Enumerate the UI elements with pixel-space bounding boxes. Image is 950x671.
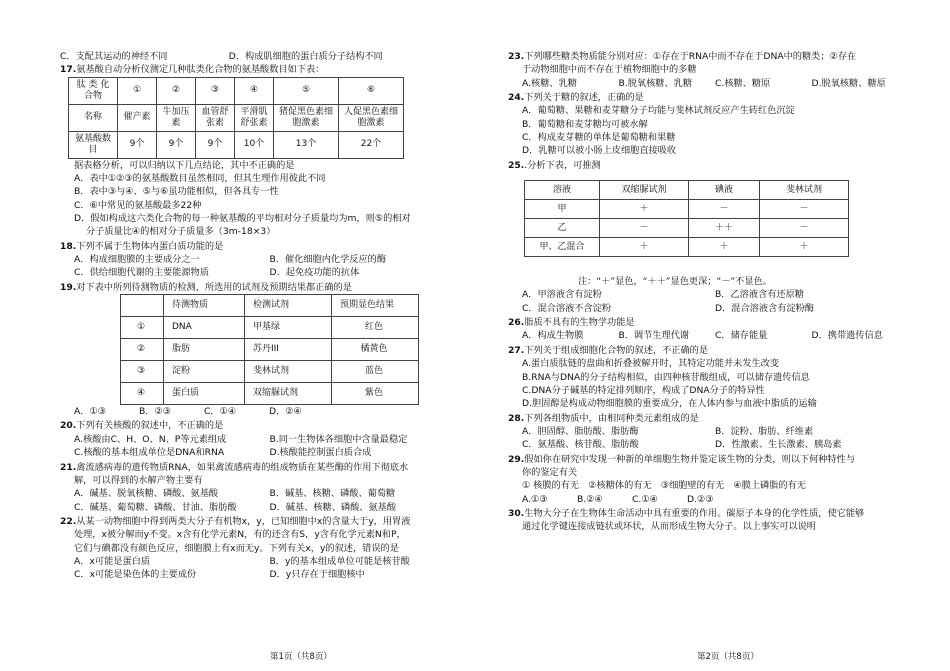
table-cell: 甲、乙混合 (525, 238, 600, 257)
table-cell: ④ (121, 383, 164, 405)
question-number: 21. (60, 461, 77, 473)
table-cell: 预期显色结果 (332, 295, 419, 317)
table-cell: 双缩脲试剂 (245, 383, 332, 405)
table-row (121, 383, 419, 405)
option-d: D.脱氧核糖、糖原 (811, 77, 886, 89)
table-cell: DNA (164, 317, 245, 339)
option-d: D.②③ (687, 493, 714, 505)
option-b: B.同一生物体各细胞中含量最稳定 (269, 433, 408, 445)
option-d: D．假如构成这六类化合物的每一种氨基酸的平均相对分子质量均为m，则⑤的相对 (74, 213, 411, 225)
table-cell: 乙 (525, 219, 600, 238)
question-number: 20. (60, 420, 77, 432)
option-d: D．碱基、核糖、磷酸、氨基酸 (269, 501, 397, 513)
table-cell: 平滑肌舒张素 (235, 104, 274, 131)
page-footer-right: 第2页（共8页） (697, 652, 759, 662)
table-row (525, 219, 849, 238)
q16-options-cd (60, 50, 465, 63)
option-a: A.①③ (522, 493, 548, 505)
table-cell: 猪促黑色素细胞激素 (274, 104, 339, 131)
table-cell: 斐林试剂 (245, 361, 332, 383)
question-stem: 对下表中所列待测物质的检测，所选用的试剂及预期结果都正确的是 (76, 281, 352, 293)
question-stem: 从某一动物细胞中得到两类大分子有机物x，y，已知细胞中x的含量大于y，用胃液 (76, 515, 411, 527)
question-number: 28. (508, 412, 525, 424)
table-cell: ＋ (760, 238, 849, 257)
option-b: B.②④ (577, 493, 603, 505)
peptide-table (68, 77, 404, 159)
option-c: C．x可能是染色体的主要成份 (74, 569, 197, 581)
option-a: A．表中①②③的氨基酸数目虽然相同，但其生理作用彼此不同 (74, 173, 326, 185)
table-cell: 苏丹III (245, 339, 332, 361)
question-stem: 下列不属于生物体内蛋白质功能的是 (76, 240, 224, 252)
question-number: 25. (508, 159, 525, 171)
option-b: B．淀粉、脂肪、纤维素 (715, 425, 814, 437)
table-cell: 血管舒张素 (196, 104, 235, 131)
option-c: C.核糖、糖原 (715, 77, 771, 89)
question-stem-cont: 解，可以得到的水解产物主要有 (74, 474, 203, 486)
table-cell: ＋ (689, 238, 760, 257)
table-cell: 10个 (235, 131, 274, 158)
question-number: 26. (508, 317, 525, 329)
question-stem: 脂质不具有的生物学功能是 (524, 317, 635, 329)
question-number: 17. (60, 64, 77, 76)
option-a: A．甲溶液含有淀粉 (522, 289, 602, 301)
question-stem: 氨基酸自动分析仪测定几种肽类化合物的氨基酸数目如下表： (76, 64, 325, 76)
table-cell (121, 295, 164, 317)
option-a: A.蛋白质肽链的盘曲和折叠被解开时，其特定功能并未发生改变 (522, 358, 780, 370)
table-cell: 氨基酸数目 (69, 131, 118, 158)
table-row (525, 200, 849, 219)
option-b: B．催化细胞内化学反应的酶 (269, 254, 387, 266)
table-cell: 甲 (525, 200, 600, 219)
table-cell: 催产素 (118, 104, 157, 131)
table-cell: 9个 (157, 131, 196, 158)
question-stem: 下列有关核酸的叙述中，不正确的是 (76, 420, 224, 432)
table-cell: ＋＋ (689, 219, 760, 238)
table-cell: 肽 类 化 合物 (69, 77, 118, 104)
page-footer-left: 第1页（共8页） (270, 652, 332, 662)
question-stem: 生物大分子在生物体生命活动中具有重要的作用。碳原子本身的化学性质，使它能够 (524, 507, 865, 519)
option-d: D.核酸能控制蛋白质合成 (269, 447, 372, 459)
question-stem-cont: 你的鉴定有关 (522, 466, 578, 478)
table-cell: 13个 (274, 131, 339, 158)
table-row (121, 317, 419, 339)
option-a: A．①③ (74, 406, 106, 418)
table-cell: ③ (196, 77, 235, 104)
question-number: 27. (508, 344, 525, 356)
option-d: D．性激素、生长激素、胰岛素 (715, 439, 842, 451)
question-22 (60, 515, 465, 582)
table-cell: 斐林试剂 (760, 181, 849, 200)
table-cell: ① (118, 77, 157, 104)
question-stem-cont: 通过化学键连接成链状或环状，从而形成生物大分子。以上事实可以说明 (522, 521, 816, 533)
table-cell: ⑤ (274, 77, 339, 104)
question-17 (60, 63, 465, 238)
question-number: 19. (60, 281, 77, 293)
question-30 (508, 507, 908, 534)
table-cell: 淀粉 (164, 361, 245, 383)
question-21 (60, 461, 465, 514)
option-b: B.RNA与DNA的分子结构相似，由四种核苷酸组成，可以储存遗传信息 (522, 371, 810, 383)
option-a: A．构成细胞膜的主要成分之一 (74, 254, 200, 266)
option-d: D.胆固醇是构成动物细胞膜的重要成分，在人体内参与血液中脂质的运输 (522, 398, 817, 410)
table-cell: 碘液 (689, 181, 760, 200)
question-stem-cont: 它们与碘都没有颜色反应，细胞膜上有x而无y。下列有关x，y的叙述，错误的是 (74, 542, 399, 554)
option-a: A．葡萄糖、果糖和麦芽糖分子均能与斐林试剂反应产生砖红色沉淀 (522, 105, 795, 117)
question-stem: 假如你在研究中发现一种新的单细胞生物并鉴定该生物的分类，则以下何种特性与 (524, 453, 856, 465)
table-cell: 检测试剂 (245, 295, 332, 317)
table-cell: ② (121, 339, 164, 361)
option-c: C．碱基、葡萄糖、磷酸、甘油、脂肪酸 (74, 501, 237, 513)
question-26 (508, 316, 908, 343)
table-row (69, 104, 404, 131)
table-row (525, 238, 849, 257)
table-cell: ＋ (600, 238, 689, 257)
table-cell: － (760, 200, 849, 219)
question-27 (508, 344, 908, 411)
option-b: B．调节生理代谢 (618, 330, 690, 342)
table-note: 注：“＋”显色，“＋＋”显色更深；“－”不显色。 (578, 276, 772, 288)
option-d: D．携带遗传信息 (811, 330, 883, 342)
question-23 (508, 50, 908, 90)
table-cell: 牛加压素 (157, 104, 196, 131)
question-stem-cont: 处理，x被分解而y不变。x含有化学元素N，有的还含有S，y含有化学元素N和P， (74, 529, 406, 541)
table-row (121, 295, 419, 317)
table-cell: 双缩脲试剂 (600, 181, 689, 200)
question-24 (508, 91, 908, 158)
option-d: D．起免疫功能的抗体 (269, 267, 360, 279)
question-number: 18. (60, 240, 77, 252)
question-number: 23. (508, 51, 525, 62)
option-c: C．⑥中常见的氨基酸最多22种 (74, 199, 202, 211)
table-row (121, 339, 419, 361)
table-cell: 橘黄色 (332, 339, 419, 361)
question-lead: 据表格分析，可以归纳以下几点结论，其中不正确的是 (74, 159, 295, 171)
option-a: A．构成生物膜 (522, 330, 584, 342)
table-cell: 22个 (339, 131, 404, 158)
option-a: A．碱基、脱氧核糖、磷酸、氨基酸 (74, 488, 219, 500)
table-cell: ③ (121, 361, 164, 383)
option-a: A．x可能是蛋白质 (74, 555, 151, 567)
table-cell: 甲基绿 (245, 317, 332, 339)
table-cell: ＋ (600, 200, 689, 219)
table-cell: 待测物质 (164, 295, 245, 317)
question-29 (508, 453, 908, 506)
table-cell: ④ (235, 77, 274, 104)
table-cell: 蓝色 (332, 361, 419, 383)
table-cell: 红色 (332, 317, 419, 339)
question-25 (508, 159, 908, 315)
table-cell: 溶液 (525, 181, 600, 200)
option-b: B．y的基本组成单位可能是核苷酸 (269, 555, 410, 567)
table-cell: ⑥ (339, 77, 404, 104)
question-stem: 下列关于组成细胞化合物的叙述，不正确的是 (524, 344, 709, 356)
question-number: 24. (508, 92, 525, 104)
question-stem: .分析下表，可推测 (524, 159, 601, 171)
question-20 (60, 419, 465, 459)
table-cell: ① (121, 317, 164, 339)
option-b: B．表中③与④、⑤与⑥虽功能相似，但各具专一性 (74, 186, 279, 198)
left-column (60, 50, 465, 583)
option-c: C．供给细胞代谢的主要能源物质 (74, 267, 210, 279)
option-c: C．混合溶液不含淀粉 (522, 302, 612, 314)
question-number: 30. (508, 507, 525, 519)
table-cell: － (600, 219, 689, 238)
question-number: 22. (60, 515, 77, 527)
table-cell: － (760, 219, 849, 238)
table-cell: 9个 (118, 131, 157, 158)
reagent-table (524, 180, 849, 257)
option-d: D．②④ (269, 406, 302, 418)
option-c: C．氨基酸、核苷酸、脂肪酸 (522, 439, 639, 451)
table-cell: 人促黑色素细胞激素 (339, 104, 404, 131)
option-a: A．胆固醇、脂肪酸、脂肪酶 (522, 425, 639, 437)
option-c: C.DNA分子碱基的特定排列顺序，构成了DNA分子的特异性 (522, 384, 765, 396)
option-b: B．碱基、核糖、磷酸、葡萄糖 (269, 488, 396, 500)
question-stem: 禽流感病毒的遗传物质RNA，如果禽流感病毒的组成物质在某些酶的作用下彻底水 (76, 461, 409, 473)
option-d: D．y只存在于细胞核中 (269, 569, 365, 581)
right-column (508, 50, 908, 535)
question-18 (60, 240, 465, 280)
option-a: A.核糖、乳糖 (522, 77, 577, 89)
option-c: C．储存能量 (715, 330, 768, 342)
table-cell: 名称 (69, 104, 118, 131)
option-b: B.脱氧核糖、乳糖 (618, 77, 693, 89)
option-c: C．构成麦芽糖的单体是葡萄糖和果糖 (522, 132, 676, 144)
option-b: B．乙溶液含有还原糖 (715, 289, 804, 301)
table-cell: － (689, 200, 760, 219)
question-stem: 下列关于糖的叙述，正确的是 (524, 92, 644, 104)
question-stem: 下列各组物质中，由相同种类元素组成的是 (524, 412, 699, 424)
table-cell: 9个 (196, 131, 235, 158)
question-stem: 下列哪些糖类物质能分别对应：①存在于RNA中而不存在于DNA中的糖类；②存在 (524, 51, 857, 62)
question-28 (508, 412, 908, 452)
table-row (121, 361, 419, 383)
question-stem-cont: 于动物细胞中而不存在于植物细胞中的多糖 (522, 64, 697, 76)
question-number: 29. (508, 453, 525, 465)
option-d: D．乳糖可以被小肠上皮细胞直接吸收 (522, 145, 677, 157)
option-a: A.核酸由C、H、O、N、P等元素组成 (74, 433, 227, 445)
question-19 (60, 281, 465, 419)
table-row (69, 77, 404, 104)
option-d-cont: 分子质量比④的相对分子质量多（3m-18×3） (86, 226, 276, 238)
table-cell: 蛋白质 (164, 383, 245, 405)
detection-table (120, 294, 419, 405)
option-c: C．①④ (204, 406, 237, 418)
option-b: B．葡萄糖和麦芽糖均可被水解 (522, 118, 648, 130)
option-b: B．②③ (139, 406, 171, 418)
table-row (525, 181, 849, 200)
option-c: C.①④ (632, 493, 658, 505)
table-row (69, 131, 404, 158)
table-cell: 脂肪 (164, 339, 245, 361)
option-d: D．混合溶液含有淀粉酶 (715, 302, 814, 314)
table-cell: 紫色 (332, 383, 419, 405)
option-c: C.核酸的基本组成单位是DNA和RNA (74, 447, 225, 459)
q16-option-d: D．构成肌细胞的蛋白质分子结构不同 (228, 51, 383, 62)
question-items: ① 核膜的有无 ②核糖体的有无 ③细胞壁的有无 ④膜上磷脂的有无 (522, 480, 806, 492)
table-cell: ② (157, 77, 196, 104)
q16-option-c: C．支配其运动的神经不同 (60, 51, 168, 62)
